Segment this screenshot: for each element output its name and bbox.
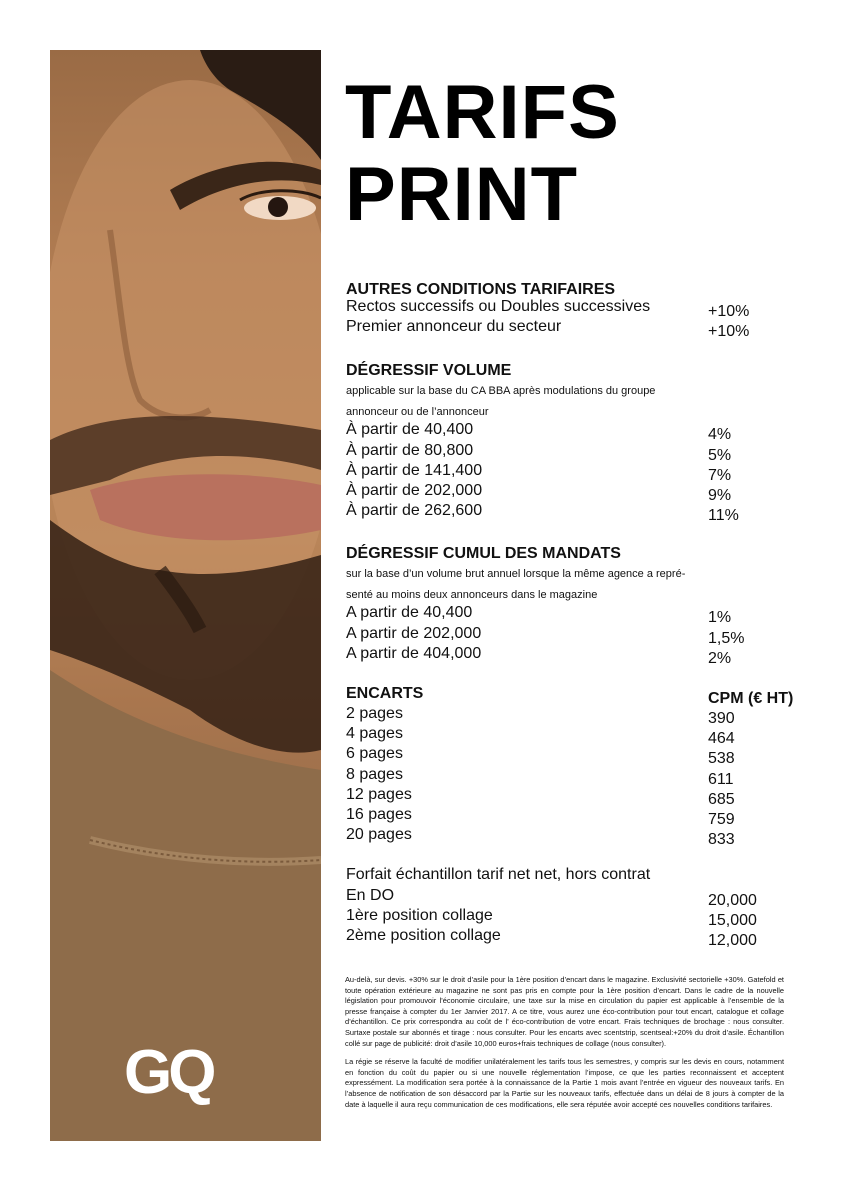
row-label: 1ère position collage — [346, 906, 493, 924]
row-label: A partir de 40,400 — [346, 604, 473, 622]
row-value: 5% — [708, 446, 732, 464]
row-value: 833 — [708, 831, 735, 849]
gq-logo: GQ — [124, 1038, 213, 1107]
section-heading: ENCARTS — [346, 684, 424, 702]
row-value: 15,000 — [708, 911, 757, 929]
row-value: 11% — [708, 507, 739, 525]
fine-print-paragraph: Au-delà, sur devis. +30% sur le droit d’asile pour la 1ère position d’encart dans le magazine. Exclusivité sectorielle +30%. Gatefold et toute opération extérieure au magazine ne sont pas pris en compte pour la 1ère position d’encart. Dans le cadre de la nouvelle législation pour promouvoir l’économie circulaire, une taxe sur la mise en circulation du papier est applicable à l’ensemble de la presse française à compter du 1er Janvier 2017. A ce titre, vous aurez une éco-contribution pour tout encart, catalogue et collage d’échantillon. Ce prix correspondra au coût de l’ éco-contribution de votre encart. Frais techniques de brochage : nous consulter. Surtaxe postale sur abonnés et tirage : nous consulter. Pour les encarts avec scentstrip, scentseal:+20% du droit d’asile. Échantillon collé sur page de publicité: droit d’asile 10,000 euros+frais techniques de collage (nous consulter). — [345, 975, 784, 1048]
row-label: 2 pages — [346, 705, 403, 723]
row-value: 1% — [708, 609, 732, 627]
row-label: À partir de 202,000 — [346, 481, 483, 499]
row-value: 464 — [708, 730, 735, 748]
row-value: 20,000 — [708, 891, 757, 909]
portrait-illustration — [50, 50, 321, 1141]
row-label: Rectos successifs ou Doubles successives — [346, 298, 651, 315]
section-heading: DÉGRESSIF VOLUME — [346, 362, 512, 380]
row-label: Premier annonceur du secteur — [346, 318, 562, 336]
row-value: 685 — [708, 790, 735, 808]
tariff-row — [346, 906, 806, 929]
row-label: En DO — [346, 886, 395, 904]
row-label: À partir de 80,800 — [346, 441, 474, 459]
tariff-row — [346, 320, 806, 340]
cover-photo — [50, 50, 321, 1141]
row-label: A partir de 202,000 — [346, 624, 482, 642]
tariff-content — [346, 280, 806, 949]
forfait-heading-row — [346, 868, 806, 888]
tariff-row — [346, 461, 806, 484]
section-note: senté au moins deux annonceurs dans le magazine — [346, 589, 598, 602]
tariff-row — [346, 886, 806, 909]
column-header: CPM (€ HT) — [708, 689, 794, 707]
section-heading: AUTRES CONDITIONS TARIFAIRES — [346, 281, 616, 298]
tariff-row — [346, 747, 806, 767]
title-line-1: TARIFS — [345, 70, 620, 155]
row-label: 6 pages — [346, 745, 403, 763]
section-note: annonceur ou de l’annonceur — [346, 406, 489, 419]
row-label: 20 pages — [346, 826, 412, 844]
title-line-2: PRINT — [345, 152, 578, 237]
tariff-row — [346, 423, 806, 443]
row-value: 759 — [708, 811, 735, 828]
encarts-header-row — [346, 684, 806, 707]
tariff-row — [346, 926, 806, 949]
section-degressif-volume — [346, 361, 806, 524]
tariff-row — [346, 644, 806, 667]
row-label: A partir de 404,000 — [346, 644, 482, 662]
section-heading: DÉGRESSIF CUMUL DES MANDATS — [346, 545, 621, 563]
row-label: À partir de 262,600 — [346, 502, 483, 520]
row-value: 1,5% — [708, 629, 745, 647]
row-value: 2% — [708, 649, 732, 667]
tariff-row — [346, 828, 806, 848]
row-value: 9% — [708, 486, 732, 504]
section-note: applicable sur la base du CA BBA après modulations du groupe — [346, 385, 656, 398]
section-note: sur la base d’un volume brut annuel lorsque la même agence a repré- — [346, 568, 686, 581]
fine-print — [345, 975, 784, 1118]
tariff-row — [346, 765, 806, 788]
tariff-row — [346, 300, 806, 320]
row-value: 538 — [708, 750, 735, 768]
row-label: 16 pages — [346, 806, 412, 823]
row-label: 12 pages — [346, 785, 412, 803]
tariff-row — [346, 441, 806, 464]
fine-print-paragraph: La régie se réserve la faculté de modifier unilatéralement les tarifs tous les semestres, y compris sur les devis en cours, notamment en fonction du coût du papier ou si une nouvelle réglementation l’impose, ce que les parties reconnaissent et acceptent expressément. La modification sera portée à la connaissance de la Partie 1 mois avant l’entrée en vigueur des nouveaux tarifs. En l’absence de notification de son désaccord par la Partie sur les nouveaux tarifs, effectuée dans un délai de 8 jours à compter de la date à laquelle il aura reçu communication de ces modifications, elle sera réputée avoir accepté ces nouvelles conditions tarifaires. — [345, 1057, 784, 1109]
row-label: À partir de 141,400 — [346, 461, 483, 479]
section-autres-conditions — [346, 280, 806, 340]
section-heading: Forfait échantillon tarif net net, hors contrat — [346, 866, 651, 884]
row-label: À partir de 40,400 — [346, 421, 474, 439]
section-forfait — [346, 868, 806, 949]
tariff-row — [346, 606, 806, 626]
row-value: 12,000 — [708, 931, 757, 949]
row-label: 4 pages — [346, 725, 403, 743]
page-title — [345, 72, 620, 236]
row-value: +10% — [708, 323, 750, 341]
row-value: 390 — [708, 710, 735, 728]
row-label: 2ème position collage — [346, 926, 501, 944]
section-encarts — [346, 684, 806, 849]
row-value: +10% — [708, 303, 750, 320]
tariff-row — [346, 707, 806, 727]
tariff-row — [346, 727, 806, 747]
row-value: 7% — [708, 466, 732, 484]
row-label: 8 pages — [346, 765, 403, 783]
row-value: 4% — [708, 426, 732, 444]
tariff-row — [346, 808, 806, 828]
row-value: 611 — [708, 770, 734, 788]
tariff-row — [346, 785, 806, 808]
tariff-row — [346, 504, 806, 524]
section-degressif-cumul — [346, 544, 806, 667]
tariff-row — [346, 624, 806, 647]
